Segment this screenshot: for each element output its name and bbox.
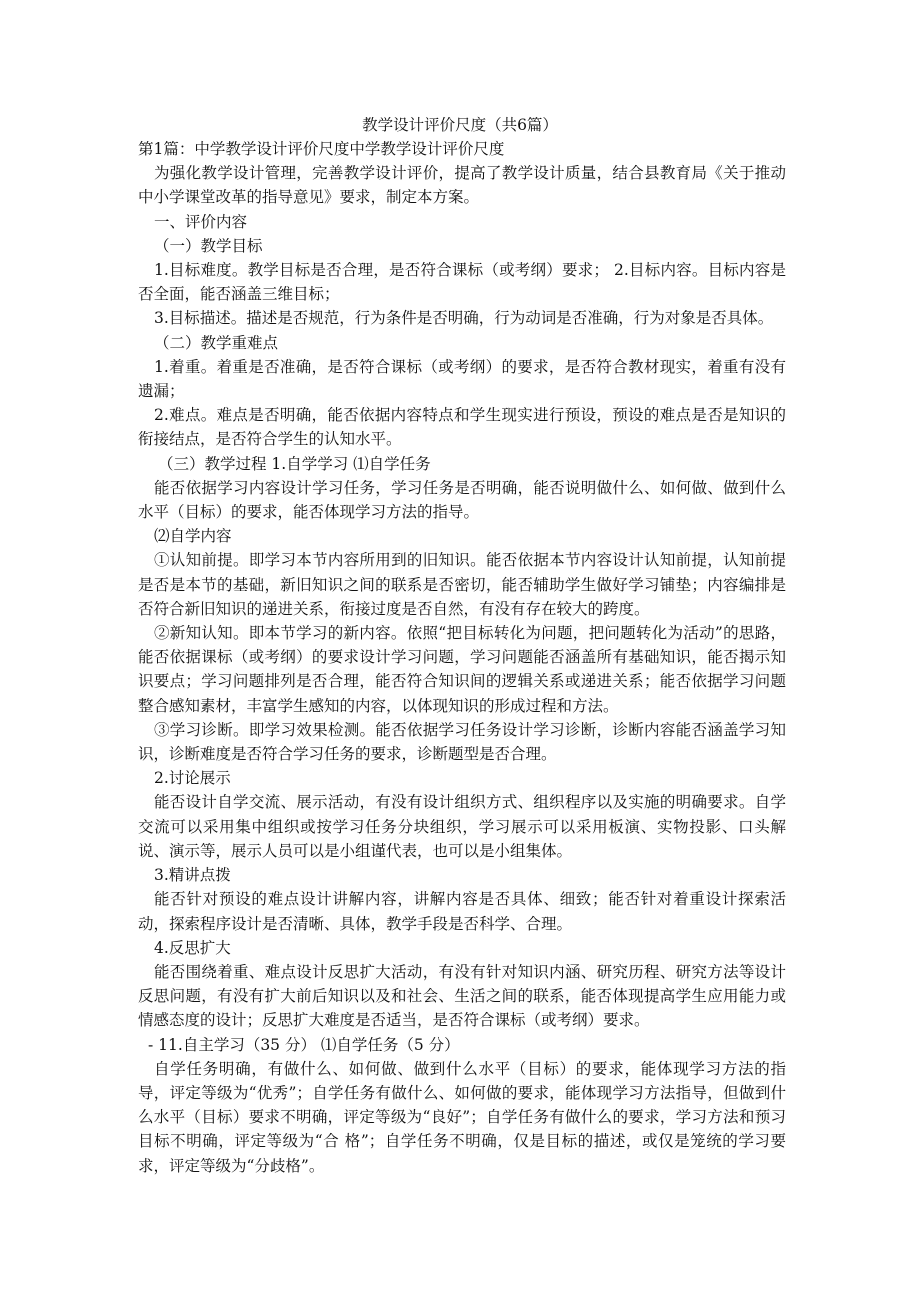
paragraph: 第1篇：中学教学设计评价尺度中学教学设计评价尺度 xyxy=(138,140,505,158)
paragraph: ⑵自学内容 xyxy=(154,527,232,546)
paragraph: 能否围绕着重、难点设计反思扩大活动，有没有针对知识内涵、研究历程、研究方法等设计反思问题，有没有扩大前后知识以及和社会、生活之间的联系，能否体现提高学生应用能力或情感态度的设计；反思扩大难度是否适当，是否符合课标（或考纲）要求。 xyxy=(138,962,786,1030)
paragraph: 1.目标难度。教学目标是否合理，是否符合课标（或考纲）要求； 2.目标内容。目标内容是否全面，能否涵盖三维目标； xyxy=(138,261,786,304)
paragraph: - 11.自主学习（35 分） ⑴自学任务（5 分） xyxy=(148,1035,460,1054)
paragraph: 能否针对预设的难点设计讲解内容，讲解内容是否具体、细致；能否针对着重设计探索活动，探索程序设计是否清晰、具体，教学手段是否科学、合理。 xyxy=(138,890,786,933)
paragraph: 为强化教学设计管理，完善教学设计评价，提高了教学设计质量，结合县教育局《关于推动中小学课堂改革的指导意见》要求，制定本方案。 xyxy=(138,164,786,207)
subsection-heading: （三）教学过程 1.自学学习 ⑴自学任务 xyxy=(158,454,431,473)
paragraph: 3.目标描述。描述是否规范，行为条件是否明确，行为动词是否准确，行为对象是否具体。 xyxy=(154,309,774,328)
document-title: 教学设计评价尺度（共6篇） xyxy=(362,116,558,134)
section-heading: 一、评价内容 xyxy=(154,212,248,231)
paragraph: 能否依据学习内容设计学习任务，学习任务是否明确，能否说明做什么、如何做、做到什么水平（目标）的要求，能否体现学习方法的指导。 xyxy=(138,478,786,522)
paragraph: 自学任务明确，有做什么、如何做、做到什么水平（目标）的要求，能体现学习方法的指导，评定等级为“优秀”；自学任务有做什么、如何做的要求，能体现学习方法指导，但做到什么水平（目标）要求不明确，评定等级为“良好”；自学任务有做什么的要求，学习方法和预习目标不明确，评定等级为“合 格”；自学任务不明确，仅是目标的描述，或仅是笼统的学习要求，评定等级为“分歧格”。 xyxy=(138,1059,786,1175)
paragraph: 2.难点。难点是否明确，能否依据内容特点和学生现实进行预设，预设的难点是否是知识的衔接结点，是否符合学生的认知水平。 xyxy=(138,406,786,449)
paragraph: 4.反思扩大 xyxy=(154,938,231,957)
subsection-heading: （二）教学重难点 xyxy=(154,333,279,352)
paragraph: ②新知认知。即本节学习的新内容。依照“把目标转化为问题，把问题转化为活动”的思路，能否依据课标（或考纲）的要求设计学习问题，学习问题能否涵盖所有基础知识，能否揭示知识要点；学习问题排列是否合理，能否符合知识间的逻辑关系或递进关系；能否依据学习问题整合感知素材，丰富学生感知的内容，以体现知识的形成过程和方法。 xyxy=(138,624,786,715)
paragraph: 1.着重。着重是否准确，是否符合课标（或考纲）的要求，是否符合教材现实，着重有没有遗漏； xyxy=(138,357,786,401)
paragraph: 能否设计自学交流、展示活动，有没有设计组织方式、组织程序以及实施的明确要求。自学交流可以采用集中组织或按学习任务分块组织，学习展示可以采用板演、实物投影、口头解说、演示等，展示人员可以是小组谨代表，也可以是小组集体。 xyxy=(138,793,786,860)
paragraph: 3.精讲点拨 xyxy=(154,866,231,885)
document-body xyxy=(138,137,786,1178)
paragraph: ①认知前提。即学习本节内容所用到的旧知识。能否依据本节内容设计认知前提，认知前提是否是本节的基础，新旧知识之间的联系是否密切，能否辅助学生做好学习铺垫；内容编排是否符合新旧知识的递进关系，衔接过度是否自然，有没有存在较大的跨度。 xyxy=(138,551,786,618)
paragraph: ③学习诊断。即学习效果检测。能否依据学习任务设计学习诊断，诊断内容能否涵盖学习知识，诊断难度是否符合学习任务的要求，诊断题型是否合理。 xyxy=(138,720,786,764)
paragraph: 2.讨论展示 xyxy=(154,769,231,788)
subsection-heading: （一）教学目标 xyxy=(154,236,263,255)
